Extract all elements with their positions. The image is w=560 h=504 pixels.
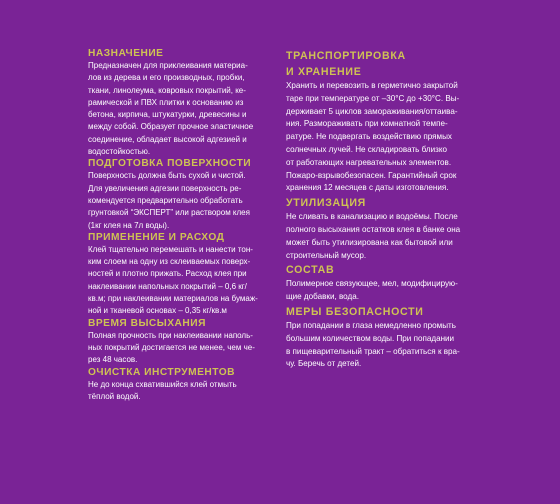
heading-composition: СОСТАВ: [286, 264, 335, 277]
heading-drying-time: ВРЕМЯ ВЫСЫХАНИЯ: [88, 317, 206, 329]
text-safety: При попадании в глаза немедленно промыть большим количеством воды. При попадании в пищеварительный тракт – обратиться к вра- чу. Беречь от детей.: [286, 320, 460, 369]
heading-surface-prep: ПОДГОТОВКА ПОВЕРХНОСТИ: [88, 158, 252, 170]
text-composition: Полимерное связующее, мел, модифицирую- щие добавки, вода.: [286, 279, 458, 302]
heading-application: ПРИМЕНЕНИЕ И РАСХОД: [88, 231, 225, 243]
text-tool-cleaning: Не до конца схватившийся клей отмыть тёплой водой.: [88, 379, 237, 401]
text-disposal: Не сливать в канализацию и водоёмы. После полного высыхания остатков клея в банке она может быть утилизирована как бытовой или строительный мусор.: [286, 212, 461, 260]
heading-purpose: НАЗНАЧЕНИЕ: [88, 48, 164, 59]
left-column: [88, 48, 264, 403]
heading-safety: МЕРЫ БЕЗОПАСНОСТИ: [286, 305, 424, 318]
heading-transport-storage: ТРАНСПОРТИРОВКА И ХРАНЕНИЕ: [286, 50, 406, 78]
right-column: [286, 48, 478, 371]
heading-tool-cleaning: ОЧИСТКА ИНСТРУМЕНТОВ: [88, 366, 236, 378]
heading-disposal: УТИЛИЗАЦИЯ: [286, 197, 366, 210]
text-drying-time: Полная прочность при наклеивании наполь- ных покрытий достигается не менее, чем че- рез 48 часов.: [88, 330, 255, 365]
text-transport-storage: Хранить и перевозить в герметично закрытой таре при температуре от –30°С до +30°С. Вы- держивает 5 циклов замораживания/оттаива- ния. Размораживать при комнатной темпе- ратуре. Не подвергать воздействию прямых солнечных лучей. Не складировать близко от работающих нагревательных элементов. Пожаро-взрывобезопасен. Гарантийный срок хранения 12 месяцев с даты изготовления.: [286, 81, 460, 193]
text-application: Клей тщательно перемешать и нанести тон- ким слоем на одну из склеиваемых поверх- ностей и плотно прижать. Расход клея при наклеивании напольных покрытий – 0,6 кг/ кв.м; при наклеивании материалов на бумаж- ной и тканевой основах – 0,35 кг/кв.м: [88, 244, 258, 316]
text-purpose: Предназначен для приклеивания материа- лов из дерева и его производных, пробки, ткани, линолеума, ковровых покрытий, ке- рамической и ПВХ плитки к основанию из бетона, кирпича, штукатурки, древесины и между собой. Образует прочное эластичное соединение, обладает высокой адгезией и водостойкостью.: [88, 61, 254, 157]
text-surface-prep: Поверхность должна быть сухой и чистой. Для увеличения адгезии поверхность ре- комендуется предварительно обработать грунтовкой “ЭКСПЕРТ” или раствором клея (1кг клея на 7л воды).: [88, 171, 250, 230]
